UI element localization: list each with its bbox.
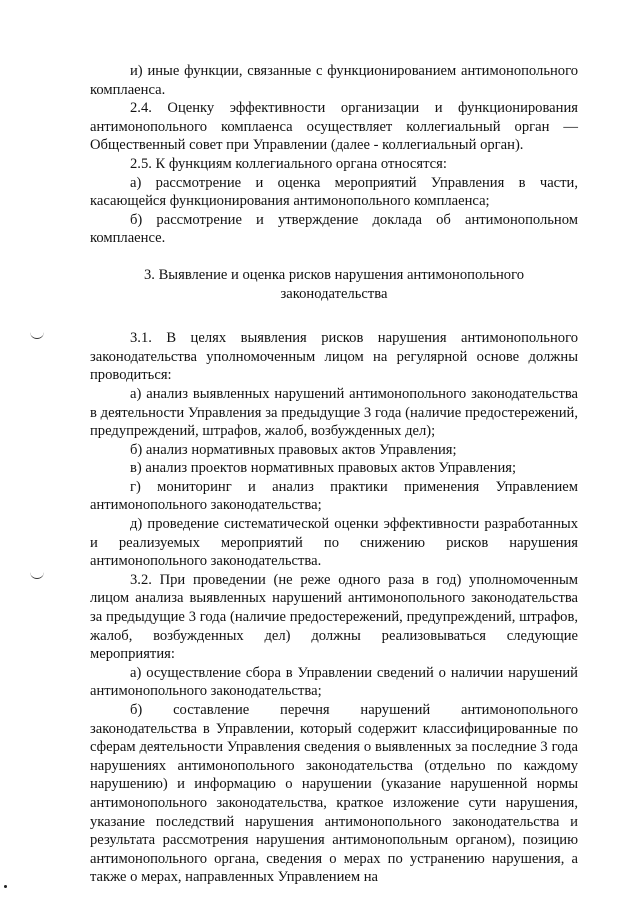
- paragraph-3-2: 3.2. При проведении (не реже одного раза в год) уполномоченным лицом анализа выявленных нарушений антимонопольного законодательства за предыдущие 3 года (наличие предостережений, предупреждений, штрафов, жалоб, возбужденных дел) должны реализовываться следующие мероприятия:: [90, 571, 578, 663]
- document-page: [90, 62, 578, 887]
- section-heading: 3. Выявление и оценка рисков нарушения антимонопольного законодательства: [143, 266, 525, 302]
- paragraph-2-5: 2.5. К функциям коллегиального органа относятся:: [130, 155, 447, 172]
- scan-margin-mark: [30, 570, 44, 579]
- paragraph-3-1-g: г) мониторинг и анализ практики применения Управлением антимонопольного законодательства;: [90, 478, 578, 514]
- paragraph-3-1-v: в) анализ проектов нормативных правовых актов Управления;: [130, 460, 517, 477]
- paragraph-2-5-b: б) рассмотрение и утверждение доклада об антимонопольном комплаенсе.: [90, 211, 578, 247]
- paragraph-3-1-a: а) анализ выявленных нарушений антимонопольного законодательства в деятельности Управления за предыдущие 3 года (наличие предостережений, предупреждений, штрафов, жалоб, возбужденных дел);: [90, 385, 578, 440]
- paragraph-item-i: и) иные функции, связанные с функционированием антимонопольного комплаенса.: [90, 63, 578, 98]
- paragraph-3-1-b: б) анализ нормативных правовых актов Управления;: [130, 441, 457, 458]
- paragraph-2-5-a: а) рассмотрение и оценка мероприятий Управления в части, касающейся функционирования антимонопольного комплаенса;: [90, 174, 578, 210]
- paragraph-3-2-a: а) осуществление сбора в Управлении сведений о наличии нарушений антимонопольного законодательства;: [90, 664, 578, 700]
- paragraph-3-2-b: б) составление перечня нарушений антимонопольного законодательства в Управлении, который содержит классифицированные по сферам деятельности Управления сведения о выявленных за последние 3 года нарушениях антимонопольного законодательства (отдельно по каждому нарушению) и информацию о нарушении (указание нарушенной нормы антимонопольного законодательства, краткое изложение сути нарушения, указание последствий нарушения антимонопольного законодательства и результата рассмотрения нарушения антимонопольным органом), позицию антимонопольного органа, сведения о мерах по устранению нарушения, а также о мерах, направленных Управлением на: [90, 702, 578, 886]
- paragraph-3-1-d: д) проведение систематической оценки эффективности разработанных и реализуемых мероприятий по снижению рисков нарушения антимонопольного законодательства.: [90, 516, 578, 570]
- paragraph-2-4: 2.4. Оценку эффективности организации и функционирования антимонопольного комплаенса осуществляет коллегиальный орган — Общественный совет при Управлении (далее - коллегиальный орган).: [90, 100, 578, 154]
- scan-margin-mark: [30, 330, 44, 339]
- paragraph-3-1: 3.1. В целях выявления рисков нарушения антимонопольного законодательства уполномоченным лицом на регулярной основе должны проводиться:: [90, 330, 578, 384]
- scan-dot: [4, 885, 7, 888]
